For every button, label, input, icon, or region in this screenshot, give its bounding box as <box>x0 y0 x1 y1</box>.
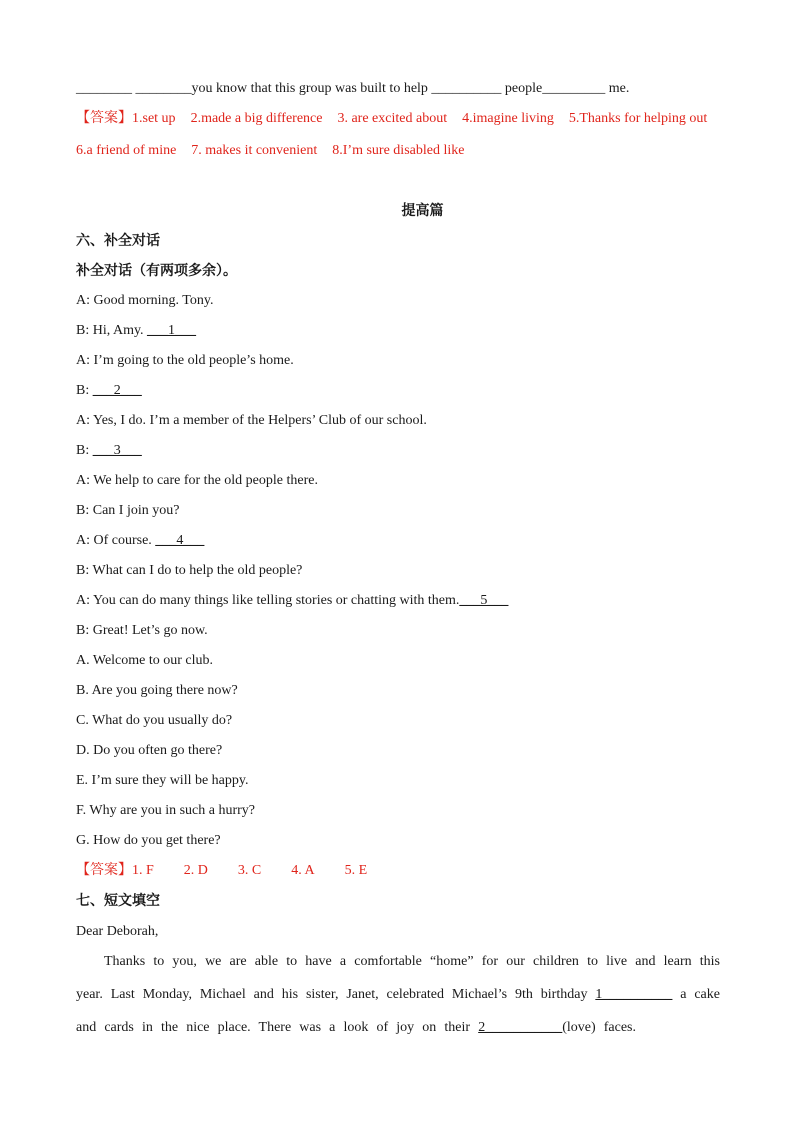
blank-1: ___1___ <box>147 323 197 338</box>
answer-item: 7. makes it convenient <box>191 143 318 158</box>
answer-item: 2. D <box>183 863 208 878</box>
dialogue-line <box>76 471 318 491</box>
blank-5: ___5___ <box>459 593 509 608</box>
section-title: 提高篇 <box>401 204 444 219</box>
answer-line-1 <box>76 109 707 129</box>
passage-text: (love) faces. <box>562 1020 636 1035</box>
dialogue-text: A: Of course. <box>76 533 156 548</box>
passage-text: year. Last Monday, Michael and his sister, Janet, celebrated Michael’s 9th birthday <box>76 987 596 1002</box>
passage-line-1: Thanks to you, we are able to have a comfortable “home” for our children to live and learn this <box>104 954 720 969</box>
dialogue-text: B: What can I do to help the old people? <box>76 563 303 578</box>
answer-item: 5. E <box>344 863 368 878</box>
answer-item: 1. F <box>132 863 154 878</box>
dialogue-line <box>76 591 508 611</box>
part7-heading: 七、短文填空 <box>76 894 160 909</box>
option-b: B. Are you going there now? <box>76 683 238 698</box>
blank-3: ___3___ <box>92 443 142 458</box>
salutation: Dear Deborah, <box>76 924 159 939</box>
dialogue-text: A: Yes, I do. I’m a member of the Helpers’ Club of our school. <box>76 413 427 428</box>
answer-line-2 <box>76 141 464 161</box>
option-g: G. How do you get there? <box>76 833 221 848</box>
dialogue-text: A: You can do many things like telling stories or chatting with them. <box>76 593 460 608</box>
passage-blank-2: 2___________ <box>478 1020 563 1035</box>
dialogue-line <box>76 351 294 371</box>
passage-text: a cake <box>672 987 720 1002</box>
passage-line-2 <box>76 985 720 1005</box>
passage-line-3 <box>76 1018 636 1038</box>
option-c: C. What do you usually do? <box>76 713 233 728</box>
answer-item: 5.Thanks for helping out <box>568 111 708 126</box>
dialogue-text: B: <box>76 383 93 398</box>
option-f: F. Why are you in such a hurry? <box>76 803 256 818</box>
dialogue-text: A: Good morning. Tony. <box>76 293 214 308</box>
part6-answer <box>76 861 367 881</box>
dialogue-text: B: <box>76 443 93 458</box>
dialogue-line <box>76 531 204 551</box>
answer-label: 【答案】 <box>76 111 132 126</box>
dialogue-line <box>76 441 142 461</box>
blank-2: ___2___ <box>92 383 142 398</box>
dialogue-line <box>76 561 302 581</box>
answer-item: 4.imagine living <box>462 111 554 126</box>
option-a: A. Welcome to our club. <box>76 653 214 668</box>
part6-instruction: 补全对话（有两项多余）。 <box>76 264 237 279</box>
dialogue-text: A: We help to care for the old people there. <box>76 473 318 488</box>
top-fill-line: ________ ________you know that this group was built to help __________ people_________ me. <box>76 81 630 96</box>
dialogue-line <box>76 411 427 431</box>
option-d: D. Do you often go there? <box>76 743 223 758</box>
option-e: E. I’m sure they will be happy. <box>76 773 249 788</box>
dialogue-line <box>76 291 213 311</box>
answer-item: 3. C <box>237 863 262 878</box>
answer-item: 2.made a big difference <box>190 111 323 126</box>
blank-4: ___4___ <box>155 533 205 548</box>
dialogue-text: B: Great! Let’s go now. <box>76 623 208 638</box>
part6-heading: 六、补全对话 <box>76 234 160 249</box>
passage-text: and cards in the nice place. There was a look of joy on their <box>76 1020 479 1035</box>
answer-item: 4. A <box>291 863 315 878</box>
dialogue-line <box>76 621 208 641</box>
dialogue-line <box>76 381 142 401</box>
dialogue-text: B: Hi, Amy. <box>76 323 148 338</box>
passage-blank-1: 1__________ <box>595 987 673 1002</box>
answer-item: 3. are excited about <box>337 111 448 126</box>
dialogue-line <box>76 501 179 521</box>
answer-label: 【答案】 <box>76 863 132 878</box>
answer-item: 6.a friend of mine <box>76 143 177 158</box>
dialogue-text: B: Can I join you? <box>76 503 180 518</box>
dialogue-text: A: I’m going to the old people’s home. <box>76 353 294 368</box>
dialogue-line <box>76 321 196 341</box>
answer-item: 8.I’m sure disabled like <box>332 143 465 158</box>
answer-item: 1.set up <box>132 111 176 126</box>
